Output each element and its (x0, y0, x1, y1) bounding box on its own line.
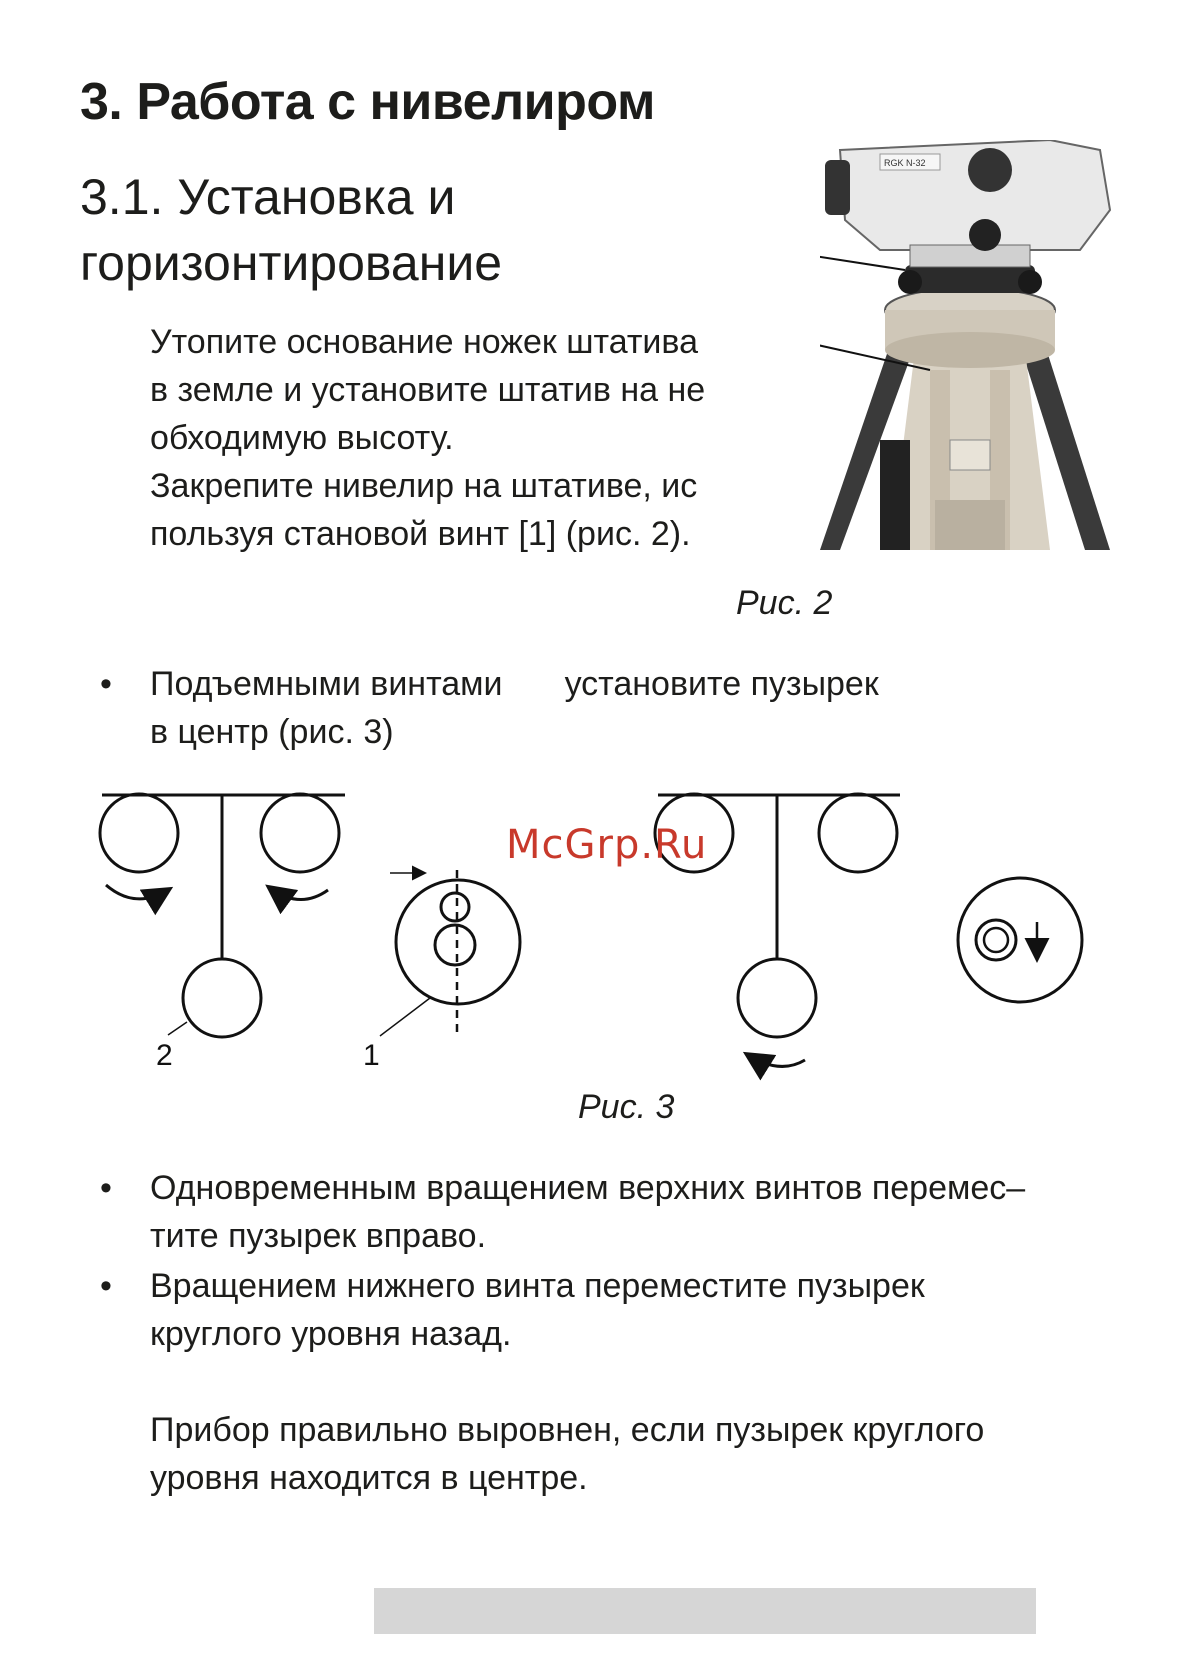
rotation-arrow (748, 1055, 805, 1066)
model-label: RGK N-32 (884, 158, 926, 168)
fig3-caption: Рис. 3 (578, 1088, 675, 1126)
bullet-item (100, 660, 879, 756)
level-on-tripod-photo (820, 140, 1120, 560)
screw-label: 2 (156, 1039, 173, 1072)
bubble (976, 920, 1016, 960)
bullet-text: тите пузырек вправо. (150, 1217, 487, 1255)
bullet-dot: • (100, 665, 112, 703)
bullet-dot: • (100, 1267, 112, 1305)
bullet-text: круглого уровня назад. (150, 1315, 512, 1353)
bullet-item (100, 1164, 1025, 1260)
bullet-item (100, 1262, 925, 1358)
center-ring (435, 925, 475, 965)
bullet-text: установите пузырек (564, 665, 879, 703)
footer-bar (374, 1588, 1036, 1634)
intro-line: пользуя становой винт [1] (рис. 2). (150, 515, 691, 553)
screw-bottom (183, 959, 261, 1037)
bubble (441, 893, 469, 921)
screw-top-right (819, 794, 897, 872)
screw-top-left (100, 794, 178, 872)
rotation-arrow (106, 885, 168, 899)
bullet-text: в центр (рис. 3) (150, 713, 394, 751)
bullet-dot: • (100, 1169, 112, 1207)
conclusion-paragraph (150, 1406, 984, 1502)
screw-top-right (261, 794, 339, 872)
intro-line: обходимую высоту. (150, 419, 454, 457)
rotation-arrow (270, 888, 328, 900)
bubble-label: 1 (363, 1039, 380, 1072)
bullet-text: Вращением нижнего винта переместите пузырек (150, 1267, 925, 1305)
intro-line: Утопите основание ножек штатива (150, 323, 699, 361)
intro-paragraph (150, 318, 705, 558)
bullet-text: Одновременным вращением верхних винтов перемес– (150, 1169, 1026, 1207)
subsection-title: 3.1. Установка и горизонтирование (80, 169, 503, 291)
screw-bottom (738, 959, 816, 1037)
fig2-caption: Рис. 2 (736, 584, 833, 622)
watermark: McGrp.Ru (506, 822, 708, 868)
section-title: 3. Работа с нивелиром (80, 73, 655, 131)
conclusion-line: уровня находится в центре. (150, 1459, 588, 1497)
bullet-text: Подъемными винтами (150, 665, 503, 703)
conclusion-line: Прибор правильно выровнен, если пузырек круглого (150, 1411, 985, 1449)
intro-line: Закрепите нивелир на штативе, ис (150, 467, 698, 505)
intro-line: в земле и установите штатив на не (150, 371, 706, 409)
